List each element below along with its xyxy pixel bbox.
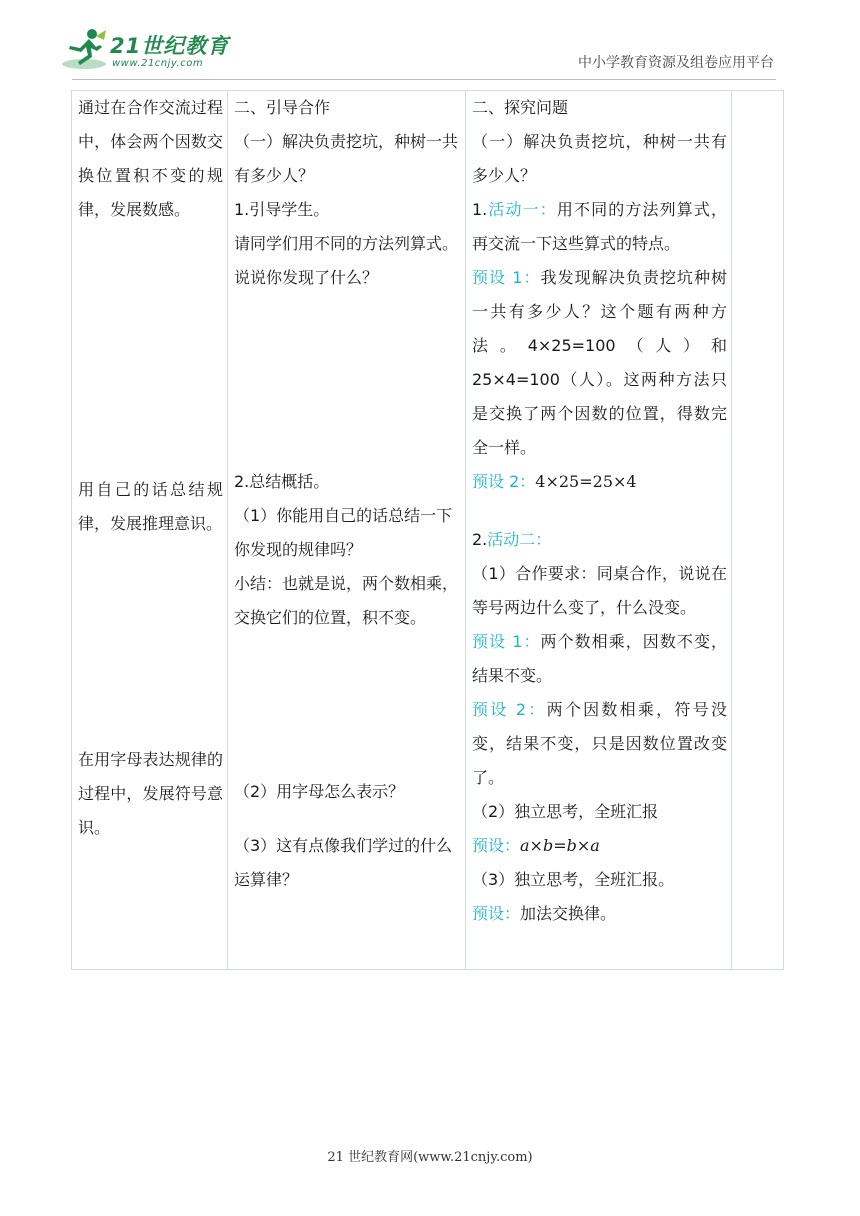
teacher-summary: 小结：也就是说，两个数相乘，交换它们的位置，积不变。 xyxy=(234,574,459,627)
goal-2: 用自己的话总结规律，发展推理意识。 xyxy=(78,480,223,533)
platform-title: 中小学教育资源及组卷应用平台 xyxy=(578,55,774,71)
activity-1: 1.活动一：用不同的方法列算式，再交流一下这些算式的特点。 xyxy=(472,200,727,253)
runner-logo-icon xyxy=(62,28,108,72)
goal-3: 在用字母表达规律的过程中，发展符号意识。 xyxy=(78,750,223,837)
logo-url: www.21cnjy.com xyxy=(112,58,204,69)
teacher-question-1: （一）解决负责挖坑，种树一共有多少人？ xyxy=(234,132,459,185)
teacher-prompt-1: （1）你能用自己的话总结一下你发现的规律吗？ xyxy=(234,506,453,559)
preset-4: 预设 2：两个因数相乘，符号没变，结果不变，只是因数位置改变了。 xyxy=(472,700,727,787)
preset-3: 预设 1：两个数相乘，因数不变，结果不变。 xyxy=(472,632,727,685)
preset-5: 预设：a×b=b×a xyxy=(472,836,600,855)
preset-1: 预设 1：我发现解决负责挖坑种树一共有多少人？这个题有两种方法。4×25=100（人）和 25×4=100（人）。这两种方法只是交换了两个因数的位置，得数完全一样。 xyxy=(472,268,727,457)
page-footer: 21 世纪教育网(www.21cnjy.com) xyxy=(327,1150,533,1165)
site-logo[interactable] xyxy=(62,28,232,74)
teacher-step-2: 2.总结概括。 xyxy=(234,472,330,491)
teacher-step-1: 1.引导学生。 xyxy=(234,200,330,219)
notes-column xyxy=(732,91,784,970)
preset-2: 预设 2：4×25=25×4 xyxy=(472,472,637,491)
page-header xyxy=(0,0,860,90)
cooperation-requirement: （1）合作要求：同桌合作，说说在等号两边什么变了，什么没变。 xyxy=(472,564,727,617)
preset-2-label: 预设 2： xyxy=(472,472,536,491)
teacher-column xyxy=(228,91,466,970)
activity-2-label: 活动二： xyxy=(487,530,552,549)
student-question-1: （一）解决负责挖坑，种树一共有多少人？ xyxy=(472,132,727,185)
teacher-prompt-2: （2）用字母怎么表示？ xyxy=(234,782,405,801)
header-divider xyxy=(72,79,776,80)
think-2: （2）独立思考，全班汇报 xyxy=(472,802,659,821)
goals-column xyxy=(72,91,228,970)
teacher-section-title: 二、引导合作 xyxy=(234,98,331,117)
activity-2: 2.活动二： xyxy=(472,530,552,549)
think-3: （3）独立思考，全班汇报。 xyxy=(472,870,675,889)
preset-5-label: 预设： xyxy=(472,836,521,855)
preset-6-label: 预设： xyxy=(472,904,521,923)
activity-1-label: 活动一： xyxy=(487,200,557,219)
preset-3-label: 预设 1： xyxy=(472,632,541,651)
preset-6: 预设：加法交换律。 xyxy=(472,904,617,923)
student-section-title: 二、探究问题 xyxy=(472,98,569,117)
student-column xyxy=(466,91,732,970)
teacher-prompt-3: （3）这有点像我们学过的什么运算律？ xyxy=(234,836,453,889)
preset-4-label: 预设 2： xyxy=(472,700,547,719)
preset-1-label: 预设 1： xyxy=(472,268,541,287)
logo-text: 21世纪教育 xyxy=(110,34,230,58)
lesson-table xyxy=(71,90,784,970)
goal-1: 通过在合作交流过程中，体会两个因数交换位置积不变的规律，发展数感。 xyxy=(78,98,223,219)
teacher-step-1-text: 请同学们用不同的方法列算式。说说你发现了什么？ xyxy=(234,234,459,287)
